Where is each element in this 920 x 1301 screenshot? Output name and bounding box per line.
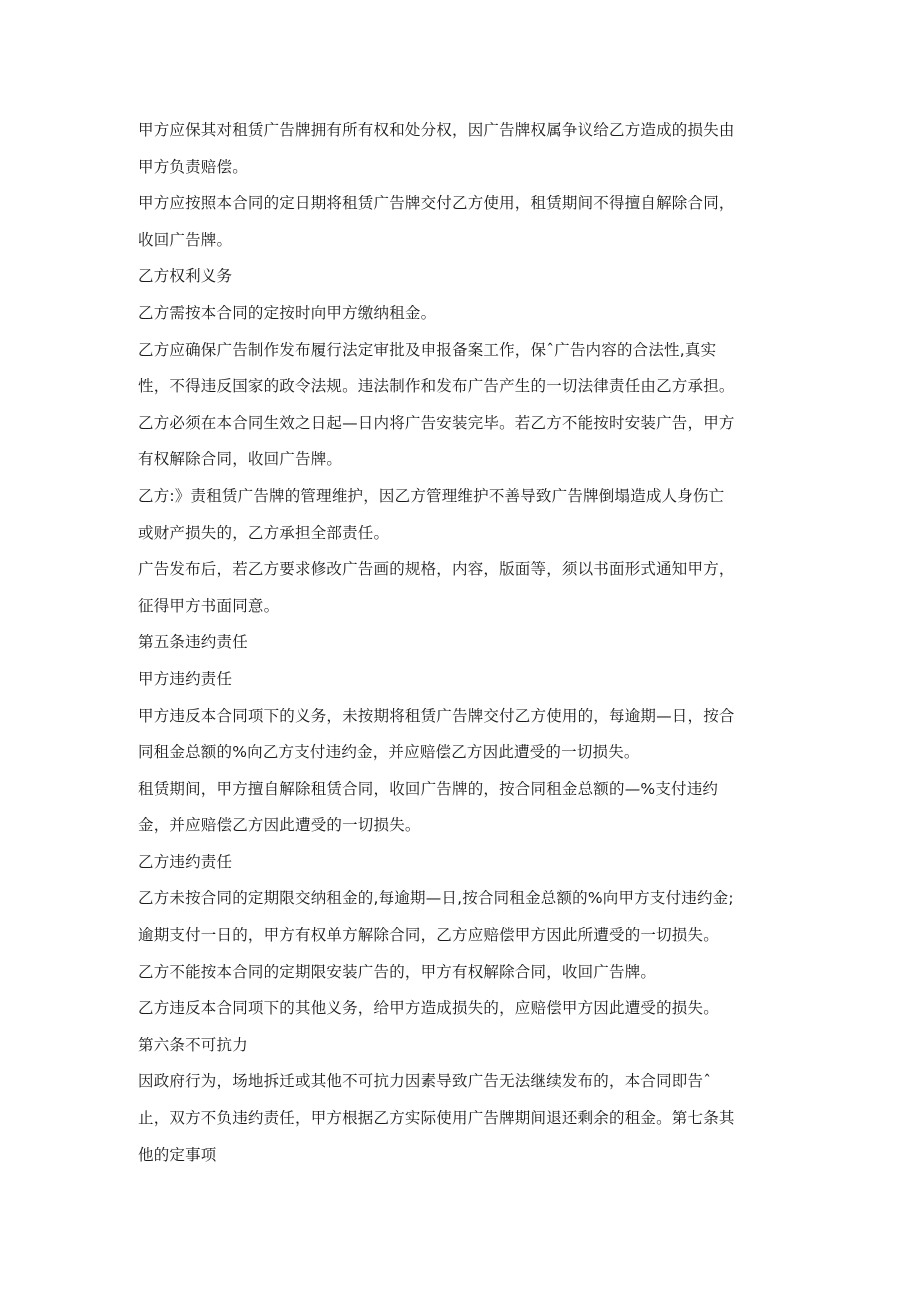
text-line: 金，并应赔偿乙方因此遭受的一切损失。 — [138, 816, 421, 835]
text-line: 止，双方不负违约责任，甲方根据乙方实际使用广告牌期间退还剩余的租金。第七条其 — [138, 1109, 735, 1128]
text-line: 有权解除合同，收回广告牌。 — [138, 450, 343, 469]
section-heading: 乙方违约责任 — [138, 852, 233, 871]
text-line: 乙方未按合同的定期限交纳租金的,每逾期—日,按合同租金总额的%向甲方支付违约金; — [138, 889, 734, 908]
text-line: 乙方需按本合同的定按时向甲方缴纳租金。 — [138, 303, 437, 322]
text-line: 甲方违反本合同项下的义务，未按期将租赁广告牌交付乙方使用的，每逾期—日，按合 — [138, 706, 735, 725]
text-line: 逾期支付一日的，甲方有权单方解除合同，乙方应赔偿甲方因此所遭受的一切损失。 — [138, 926, 719, 945]
text-line: 征得甲方书面同意。 — [138, 596, 280, 615]
text-line: 性，不得违反国家的政令法规。违法制作和发布广告产生的一切法律责任由乙方承担。 — [138, 377, 735, 396]
text-line: 乙方:》责租赁广告牌的管理维护，因乙方管理维护不善导致广告牌倒塌造成人身伤亡 — [138, 486, 725, 505]
text-line: 甲方负责赔偿。 — [138, 157, 248, 176]
section-heading: 第五条违约责任 — [138, 633, 248, 652]
text-line: 乙方应确保广告制作发布履行法定审批及申报备案工作，保ˆ广告内容的合法性,真实 — [138, 340, 717, 359]
text-line: 租赁期间，甲方擅自解除租赁合同，收回广告牌的，按合同租金总额的—%支付违约 — [138, 779, 719, 798]
text-line: 乙方必须在本合同生效之日起—日内将广告安装完毕。若乙方不能按时安装广告，甲方 — [138, 413, 735, 432]
text-line: 广告发布后，若乙方要求修改广告画的规格，内容，版面等，须以书面形式通知甲方， — [138, 560, 735, 579]
text-line: 甲方应按照本合同的定日期将租赁广告牌交付乙方使用，租赁期间不得擅自解除合同， — [138, 194, 735, 213]
text-line: 甲方应保其对租赁广告牌拥有所有权和处分权，因广告牌权属争议给乙方造成的损失由 — [138, 121, 735, 139]
text-line: 收回广告牌。 — [138, 230, 233, 249]
text-line: 或财产损失的，乙方承担全部责任。 — [138, 523, 390, 542]
text-line: 因政府行为，场地拆迁或其他不可抗力因素导致广告无法继续发布的，本合同即告ˆ — [138, 1072, 712, 1091]
section-heading: 第六条不可抗力 — [138, 1035, 248, 1054]
text-line: 乙方不能按本合同的定期限安装广告的，甲方有权解除合同，收回广告牌。 — [138, 962, 657, 981]
text-line: 他的定事项 — [138, 1145, 217, 1164]
text-line: 乙方违反本合同项下的其他义务，给甲方造成损失的，应赔偿甲方因此遭受的损失。 — [138, 999, 719, 1018]
document-body — [138, 112, 790, 1173]
text-line: 同租金总额的%向乙方支付违约金，并应赔偿乙方因此遭受的一切损失。 — [138, 743, 640, 762]
section-heading: 乙方权利义务 — [138, 267, 233, 286]
section-heading: 甲方违约责任 — [138, 669, 233, 688]
